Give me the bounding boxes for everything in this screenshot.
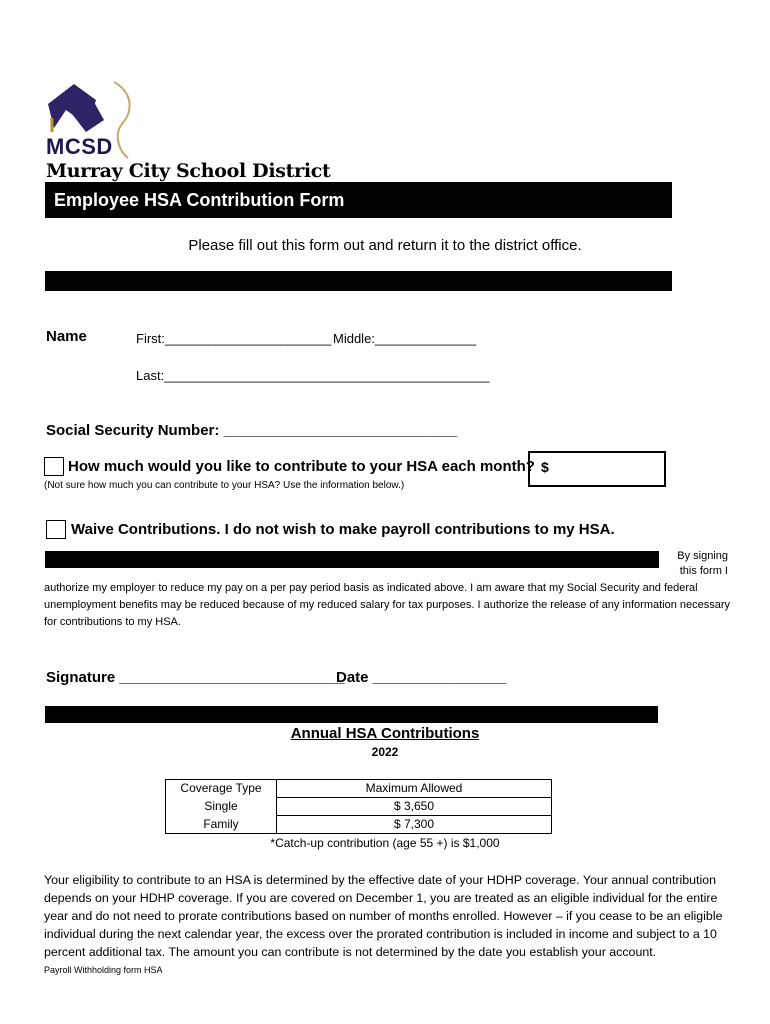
divider-bar (45, 271, 672, 291)
amount-field[interactable] (528, 451, 666, 487)
table-cell: $ 7,300 (277, 816, 552, 834)
table-cell: Family (166, 816, 277, 834)
divider-bar (45, 706, 658, 723)
org-name: Murray City School District (46, 160, 331, 182)
annual-title: Annual HSA Contributions (290, 725, 480, 742)
date-field[interactable]: Date ________________ (336, 669, 507, 686)
ssn-field[interactable]: Social Security Number: ____________________________ (46, 422, 458, 439)
contribution-limits-table (165, 779, 552, 834)
divider-bar (45, 551, 659, 568)
first-name-field[interactable]: First:_______________________ (136, 331, 332, 346)
name-label: Name (46, 328, 87, 345)
signature-field[interactable]: Signature ___________________________ (46, 669, 345, 686)
form-title: Employee HSA Contribution Form (45, 182, 672, 218)
instruction-text: Please fill out this form out and return it to the district office. (188, 237, 582, 254)
logo-text: MCSD (46, 134, 113, 159)
table-cell: Single (166, 798, 277, 816)
annual-year: 2022 (371, 745, 399, 759)
waive-checkbox[interactable] (46, 520, 66, 539)
authorization-text: authorize my employer to reduce my pay on a per pay period basis as indicated above. I am aware that my Social Security and federal unemployment benefits may be reduced because of my reduced salary for tax purposes. I authorize the release of any information necessary for contributions to my HSA. (44, 582, 731, 628)
table-row (166, 780, 552, 798)
catch-up-note: *Catch-up contribution (age 55 +) is $1,000 (270, 836, 500, 850)
middle-name-field[interactable]: Middle:______________ (333, 331, 477, 346)
footer-text: Payroll Withholding form HSA (44, 965, 163, 975)
contribution-note: (Not sure how much you can contribute to your HSA? Use the information below.) (44, 480, 405, 491)
authorization-lead: By signing this form I (677, 550, 728, 577)
table-row (166, 816, 552, 834)
eligibility-text: Your eligibility to contribute to an HSA is determined by the effective date of your HDHP coverage. Your annual contribution depends on your HDHP coverage. If you are covered on December 1, you are treated as an eligible individual for the entire year and do not need to prorate contributions based on number of months enrolled. However – if you cease to be an eligible individual during the next calendar year, the excess over the prorated contribution is included in income and subject to a 10 percent additional tax. The amount you can contribute is not determined by the date you establish your account. (44, 873, 723, 959)
table-row (166, 798, 552, 816)
contribute-checkbox[interactable] (44, 457, 64, 476)
waive-text: Waive Contributions. I do not wish to make payroll contributions to my HSA. (71, 521, 615, 538)
table-cell: $ 3,650 (277, 798, 552, 816)
currency-symbol: $ (541, 459, 549, 475)
table-cell: Maximum Allowed (277, 780, 552, 798)
last-name-field[interactable]: Last:_____________________________________________ (136, 368, 490, 383)
table-cell: Coverage Type (166, 780, 277, 798)
contribution-question: How much would you like to contribute to your HSA each month? (68, 458, 535, 475)
